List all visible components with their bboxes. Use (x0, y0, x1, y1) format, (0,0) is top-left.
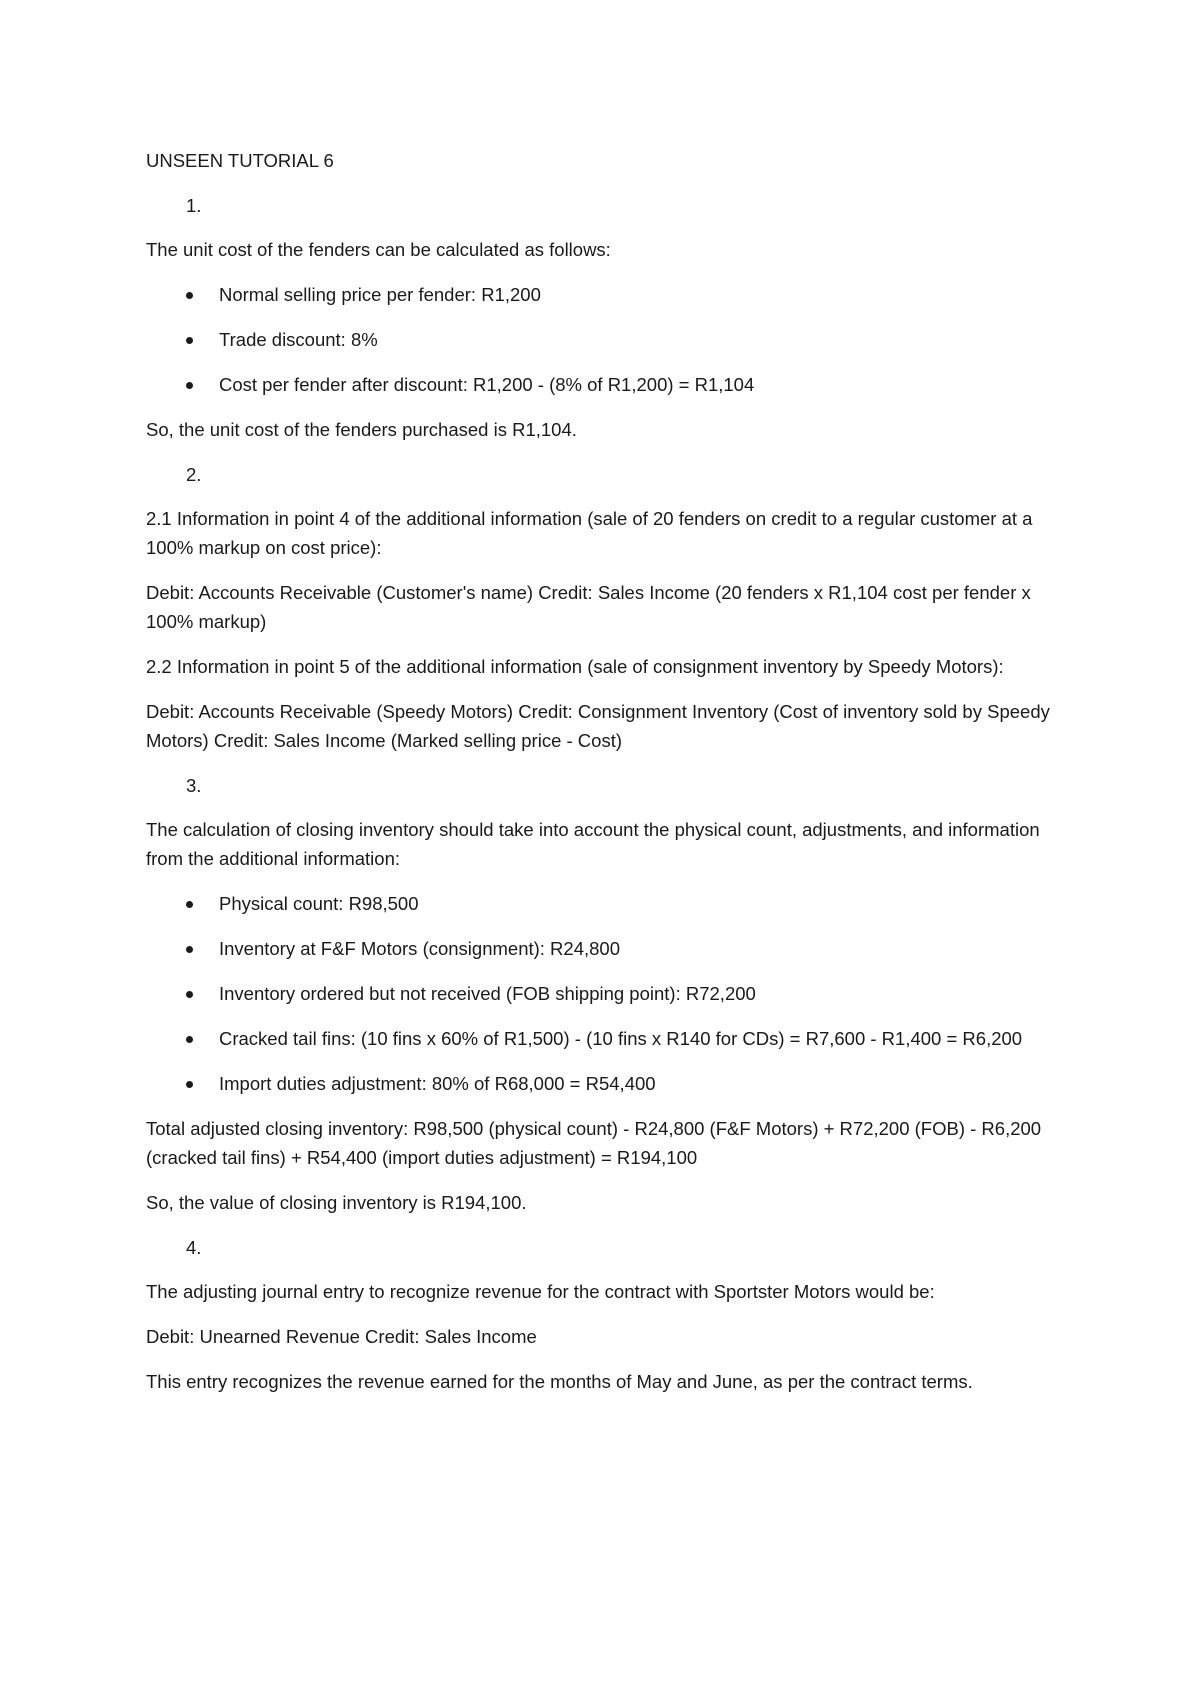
question-number-3: 3. (186, 775, 202, 796)
list-item-text: Inventory at F&F Motors (consignment): R24,800 (219, 938, 621, 959)
list-item (146, 280, 1050, 309)
list-item-text: Cost per fender after discount: R1,200 - (8% of R1,200) = R1,104 (219, 374, 755, 395)
question-number-2: 2. (186, 464, 202, 485)
list-item (146, 979, 1050, 1008)
bullet-icon (186, 292, 193, 299)
list-item-text: Normal selling price per fender: R1,200 (219, 284, 541, 305)
list-item-text: Inventory ordered but not received (FOB shipping point): R72,200 (219, 983, 756, 1004)
q1-bullet-list (146, 280, 1050, 399)
q4-intro: The adjusting journal entry to recognize revenue for the contract with Sportster Motors would be: (146, 1281, 935, 1302)
q3-bullet-list (146, 889, 1050, 1098)
question-number-4: 4. (186, 1237, 202, 1258)
list-item (146, 1069, 1050, 1098)
q1-intro: The unit cost of the fenders can be calculated as follows: (146, 239, 611, 260)
bullet-icon (186, 946, 193, 953)
q1-conclusion: So, the unit cost of the fenders purchased is R1,104. (146, 419, 577, 440)
list-item-text: Cracked tail fins: (10 fins x 60% of R1,500) - (10 fins x R140 for CDs) = R7,600 - R1,400 = R6,200 (219, 1028, 1023, 1049)
q2-paragraph-4: Debit: Accounts Receivable (Speedy Motors) Credit: Consignment Inventory (Cost of inventory sold by Speedy Motors) Credit: Sales Income (Marked selling price - Cost) (146, 701, 1050, 751)
q4-explanation: This entry recognizes the revenue earned for the months of May and June, as per the contract terms. (146, 1371, 973, 1392)
bullet-icon (186, 337, 193, 344)
list-item (146, 934, 1050, 963)
bullet-icon (186, 1081, 193, 1088)
list-item (146, 325, 1050, 354)
list-item-text: Physical count: R98,500 (219, 893, 419, 914)
list-item (146, 1024, 1050, 1053)
q2-paragraph-3: 2.2 Information in point 5 of the additional information (sale of consignment inventory by Speedy Motors): (146, 656, 1004, 677)
bullet-icon (186, 382, 193, 389)
bullet-icon (186, 1036, 193, 1043)
q4-entry: Debit: Unearned Revenue Credit: Sales Income (146, 1326, 537, 1347)
q3-intro: The calculation of closing inventory should take into account the physical count, adjustments, and information from the additional information: (146, 819, 1040, 869)
list-item-text: Import duties adjustment: 80% of R68,000 = R54,400 (219, 1073, 656, 1094)
list-item (146, 370, 1050, 399)
list-item-text: Trade discount: 8% (219, 329, 378, 350)
q3-total: Total adjusted closing inventory: R98,500 (physical count) - R24,800 (F&F Motors) + R72,200 (FOB) - R6,200 (cracked tail fins) + R54,400 (import duties adjustment) = R194,100 (146, 1118, 1042, 1168)
q2-paragraph-1: 2.1 Information in point 4 of the additional information (sale of 20 fenders on credit to a regular customer at a 100% markup on cost price): (146, 508, 1033, 558)
document-title: UNSEEN TUTORIAL 6 (146, 150, 334, 171)
bullet-icon (186, 991, 193, 998)
q2-paragraph-2: Debit: Accounts Receivable (Customer's name) Credit: Sales Income (20 fenders x R1,104 cost per fender x 100% markup) (146, 582, 1031, 632)
q3-conclusion: So, the value of closing inventory is R194,100. (146, 1192, 527, 1213)
list-item (146, 889, 1050, 918)
question-number-1: 1. (186, 195, 202, 216)
bullet-icon (186, 901, 193, 908)
